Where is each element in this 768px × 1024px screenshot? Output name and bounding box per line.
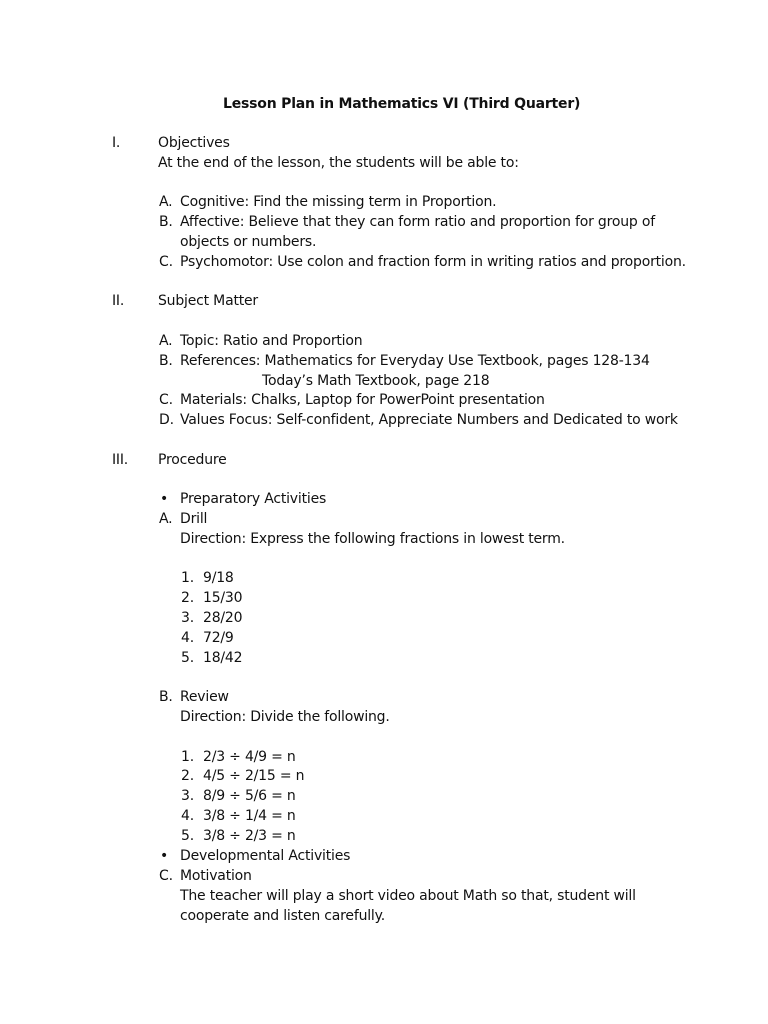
objective-affective-cont: objects or numbers. (180, 234, 317, 250)
drill-item: 15/30 (203, 590, 243, 606)
list-number: 5. (181, 650, 194, 666)
section-numeral: III. (112, 452, 129, 468)
list-marker: C. (159, 254, 173, 270)
review-label: Review (180, 689, 229, 705)
objective-psychomotor: Psychomotor: Use colon and fraction form in writing ratios and proportion. (180, 254, 686, 270)
document-title: Lesson Plan in Mathematics VI (Third Quarter) (223, 96, 581, 112)
motivation-text: The teacher will play a short video about Math so that, student will (180, 888, 636, 904)
section-numeral: II. (112, 293, 125, 309)
list-number: 3. (181, 610, 194, 626)
list-marker: C. (159, 868, 173, 884)
list-marker: D. (159, 412, 174, 428)
list-number: 1. (181, 749, 194, 765)
subject-references-cont: Today’s Math Textbook, page 218 (262, 373, 490, 389)
list-marker: A. (159, 333, 173, 349)
drill-direction: Direction: Express the following fractions in lowest term. (180, 531, 565, 547)
review-item: 8/9 ÷ 5/6 = n (203, 788, 296, 804)
review-item: 2/3 ÷ 4/9 = n (203, 749, 296, 765)
preparatory-activities: Preparatory Activities (180, 491, 327, 507)
section-heading-subject-matter: Subject Matter (158, 293, 258, 309)
review-direction: Direction: Divide the following. (180, 709, 390, 725)
drill-item: 18/42 (203, 650, 243, 666)
review-item: 3/8 ÷ 1/4 = n (203, 808, 296, 824)
review-item: 4/5 ÷ 2/15 = n (203, 768, 305, 784)
section-heading-procedure: Procedure (158, 452, 227, 468)
list-number: 2. (181, 768, 194, 784)
list-number: 4. (181, 630, 194, 646)
subject-values-focus: Values Focus: Self-confident, Appreciate Numbers and Dedicated to work (180, 412, 678, 428)
subject-references: References: Mathematics for Everyday Use Textbook, pages 128-134 (180, 353, 650, 369)
drill-item: 9/18 (203, 570, 234, 586)
objective-cognitive: Cognitive: Find the missing term in Proportion. (180, 194, 497, 210)
list-marker: B. (159, 353, 173, 369)
drill-label: Drill (180, 511, 208, 527)
bullet-icon: • (160, 491, 169, 507)
list-marker: A. (159, 511, 173, 527)
section-heading-objectives: Objectives (158, 135, 230, 151)
list-number: 4. (181, 808, 194, 824)
motivation-text-cont: cooperate and listen carefully. (180, 908, 385, 924)
list-marker: B. (159, 689, 173, 705)
list-marker: A. (159, 194, 173, 210)
drill-item: 72/9 (203, 630, 234, 646)
list-number: 2. (181, 590, 194, 606)
developmental-activities: Developmental Activities (180, 848, 351, 864)
list-marker: B. (159, 214, 173, 230)
list-number: 3. (181, 788, 194, 804)
subject-materials: Materials: Chalks, Laptop for PowerPoint presentation (180, 392, 545, 408)
objectives-intro: At the end of the lesson, the students will be able to: (158, 155, 519, 171)
section-numeral: I. (112, 135, 121, 151)
list-number: 1. (181, 570, 194, 586)
subject-topic: Topic: Ratio and Proportion (180, 333, 363, 349)
bullet-icon: • (160, 848, 169, 864)
drill-item: 28/20 (203, 610, 243, 626)
list-number: 5. (181, 828, 194, 844)
objective-affective: Affective: Believe that they can form ratio and proportion for group of (180, 214, 655, 230)
motivation-label: Motivation (180, 868, 252, 884)
list-marker: C. (159, 392, 173, 408)
review-item: 3/8 ÷ 2/3 = n (203, 828, 296, 844)
